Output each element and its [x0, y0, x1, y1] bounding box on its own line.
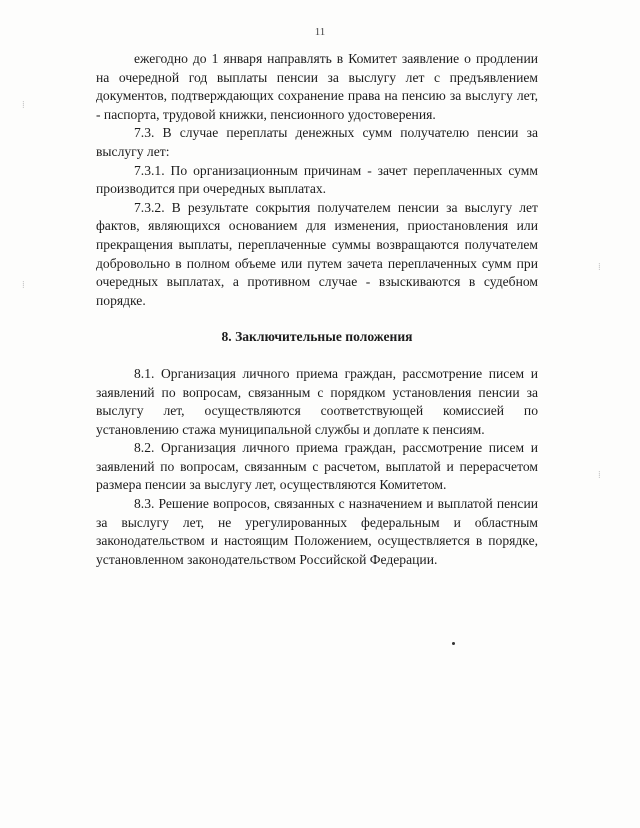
- paragraph-8-1: 8.1. Организация личного приема граждан, рассмотрение писем и заявлений по вопросам, связанным с порядком установления пенсии за выслугу лет, осуществляются соответствующей комиссией по установлению стажа муниципальной службы и доплате к пенсиям.: [96, 365, 538, 437]
- scan-artifact-mark: ⁞: [598, 262, 601, 273]
- paragraph-7-3: 7.3. В случае переплаты денежных сумм получателю пенсии за выслугу лет:: [96, 125, 538, 159]
- paragraph-continuation: ежегодно до 1 января направлять в Комитет заявление о продлении на очередной год выплаты пенсии за выслугу лет с предъявлением документов, подтверждающих сохранение права на пенсию за выслугу лет, - паспорта, трудовой книжки, пенсионного удостоверения.: [96, 51, 538, 122]
- document-body: [96, 50, 538, 569]
- scan-artifact-mark: ⁞: [598, 470, 601, 481]
- scan-artifact-mark: ⁞: [22, 280, 25, 291]
- paragraph-7-3-2: 7.3.2. В результате сокрытия получателем пенсии за выслугу лет фактов, являющихся основанием для изменения, приостановления или прекращения выплаты, переплаченные суммы возвращаются получателем добровольно в полном объеме или путем зачета переплаченных сумм при очередных выплатах, а противном случае - взыскиваются в судебном порядке.: [96, 199, 538, 308]
- paragraph-8-2: 8.2. Организация личного приема граждан, рассмотрение писем и заявлений по вопросам, связанным с расчетом, выплатой и перерасчетом размера пенсии за выслугу лет, осуществляются Комитетом.: [96, 440, 538, 493]
- paragraph-7-3-1: 7.3.1. По организационным причинам - зачет переплаченных сумм производится при очередных выплатах.: [96, 162, 538, 197]
- section-heading: 8. Заключительные положения: [221, 329, 413, 345]
- page-number: 11: [314, 26, 326, 38]
- paragraph-8-3: 8.3. Решение вопросов, связанных с назначением и выплатой пенсии за выслугу лет, не урегулированных федеральным и областным законодательством и настоящим Положением, осуществляется в порядке, установленном законодательством Российской Федерации.: [96, 496, 538, 567]
- stray-ink-dot: [452, 642, 455, 645]
- scan-artifact-mark: ⁞: [22, 100, 25, 111]
